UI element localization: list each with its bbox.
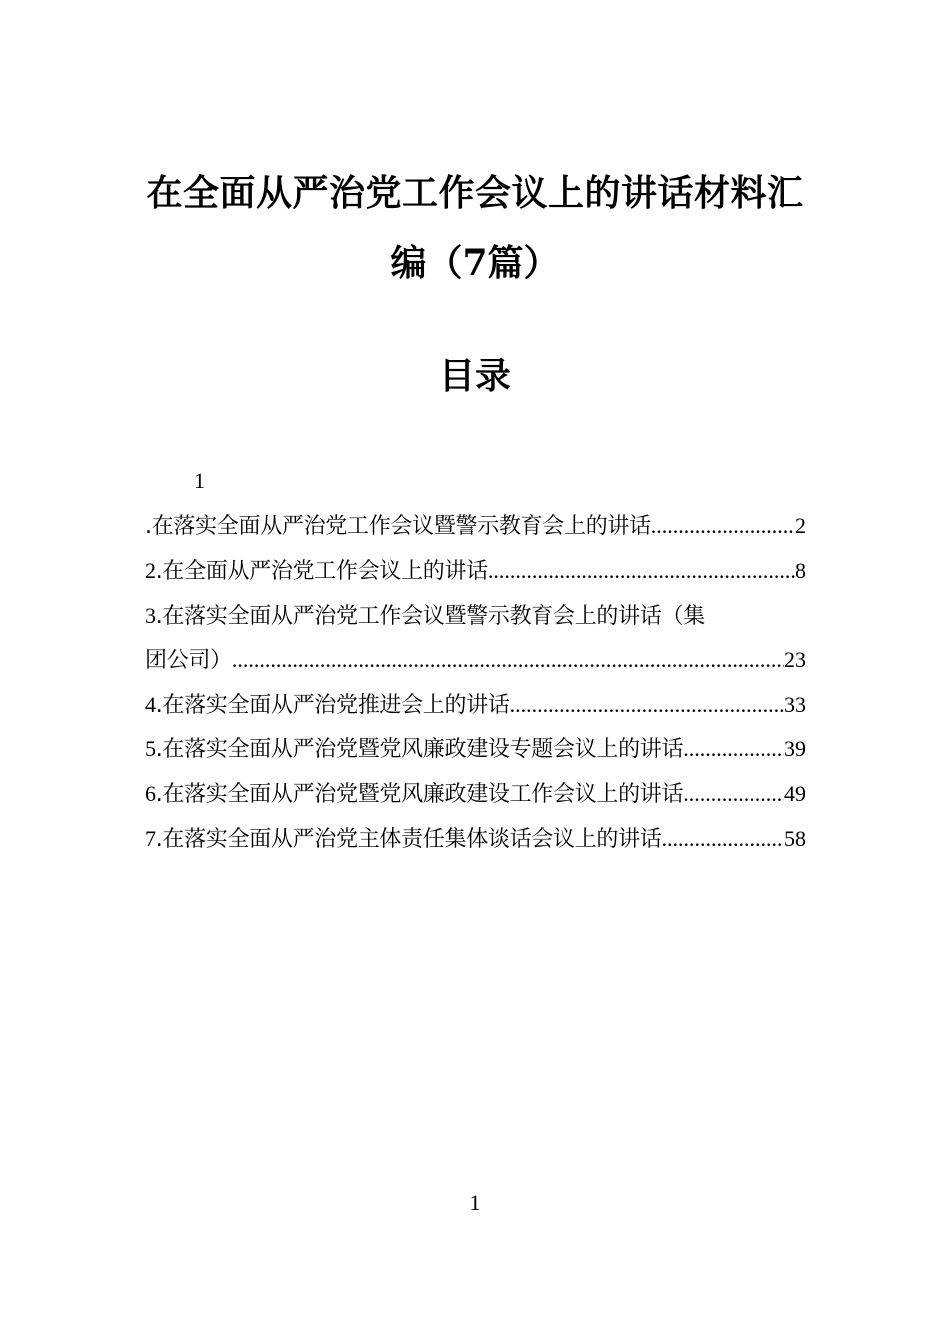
toc-entry-4[interactable] [145, 690, 806, 720]
toc-leader-dots [662, 824, 785, 854]
toc-entry-title: 2.在全面从严治党工作会议上的讲话 [145, 558, 488, 584]
toc-entry-page: 2 [795, 513, 806, 538]
toc-entry-title: 团公司） [145, 648, 232, 673]
toc-entry-5[interactable] [145, 734, 806, 764]
toc-entry-title: .在落实全面从严治党工作会议暨警示教育会上的讲话 [145, 514, 651, 539]
toc-entry-page: 39 [784, 736, 806, 761]
document-title-line-1: 在全面从严治党工作会议上的讲话材料汇 [146, 172, 804, 214]
toc-stray-number: 1 [194, 468, 205, 493]
toc-entry-3-continued[interactable] [145, 645, 806, 675]
toc-leader-dots [683, 734, 784, 764]
toc-entry-1[interactable] [145, 511, 806, 541]
toc-entry-page: 49 [784, 781, 806, 806]
toc-leader-dots [510, 690, 784, 720]
toc-entry-title: 3.在落实全面从严治党工作会议暨警示教育会上的讲话（集 [145, 603, 705, 629]
toc-entry-title: 6.在落实全面从严治党暨党风廉政建设工作会议上的讲话 [145, 781, 684, 807]
toc-leader-dots [488, 556, 795, 586]
toc-entry-page: 33 [784, 692, 806, 717]
toc-entry-title: 5.在落实全面从严治党暨党风廉政建设专题会议上的讲话 [145, 736, 684, 762]
toc-entry-page: 58 [784, 826, 806, 851]
toc-leader-dots [651, 511, 795, 541]
toc-entry-2[interactable] [145, 556, 806, 586]
toc-entry-7[interactable] [145, 824, 806, 854]
toc-entry-title: 4.在落实全面从严治党推进会上的讲话 [145, 692, 510, 718]
toc-entry-page: 23 [784, 647, 806, 672]
toc-entry-3[interactable] [145, 601, 806, 631]
toc-entry-page: 8 [795, 558, 806, 583]
toc-leader-dots [232, 645, 784, 675]
document-title-line-2: 编（7篇） [390, 242, 560, 284]
toc-leader-dots [683, 779, 784, 809]
toc-entry-6[interactable] [145, 779, 806, 809]
toc-heading: 目录 [438, 355, 511, 397]
page-number: 1 [469, 1190, 481, 1215]
toc-entry-title: 7.在落实全面从严治党主体责任集体谈话会议上的讲话 [145, 826, 662, 852]
